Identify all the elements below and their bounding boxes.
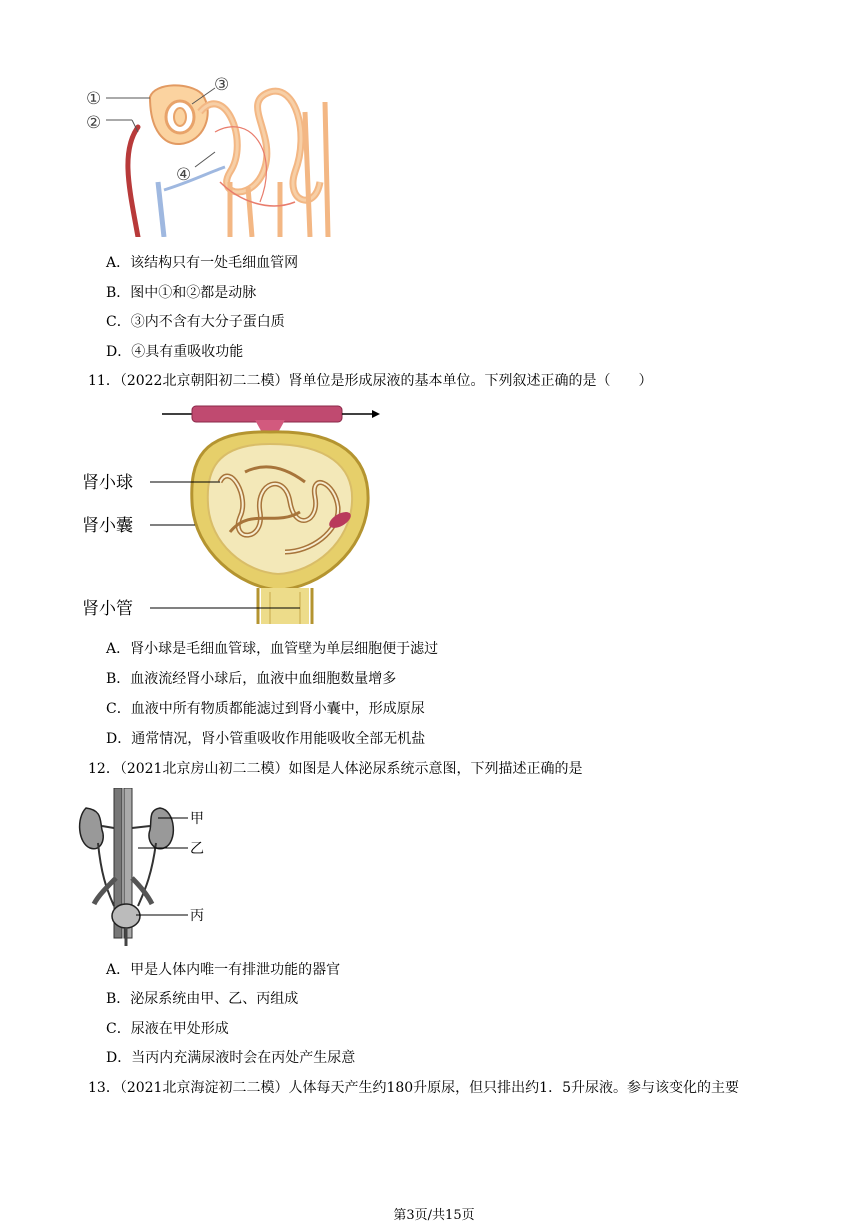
label-bladder: 丙 <box>190 908 204 924</box>
q11-option-b: B．血液流经肾小球后，血液中血细胞数量增多 <box>106 671 397 687</box>
q12-option-c: C．尿液在甲处形成 <box>106 1021 229 1037</box>
q10-option-a: A．该结构只有一处毛细血管网 <box>106 255 299 271</box>
label-ureter: 乙 <box>190 841 204 857</box>
q10-option-b: B．图中①和②都是动脉 <box>106 285 257 301</box>
label-kidney: 甲 <box>190 811 204 827</box>
label-renal-tubule: 肾小管 <box>82 599 133 619</box>
q11-option-c: C．血液中所有物质都能滤过到肾小囊中，形成原尿 <box>106 701 425 717</box>
fig-label-1: ① <box>86 89 102 109</box>
fig-label-2: ② <box>86 113 102 133</box>
q10-option-d: D．④具有重吸收功能 <box>106 344 244 360</box>
renal-corpuscle-figure <box>80 402 400 624</box>
nephron-figure <box>80 72 340 237</box>
q12-option-a: A．甲是人体内唯一有排泄功能的器官 <box>106 962 341 978</box>
fig-label-4: ④ <box>176 165 192 185</box>
q11-stem: 11．（2022北京朝阳初二二模）肾单位是形成尿液的基本单位。下列叙述正确的是（ ） <box>88 373 653 389</box>
q12-stem: 12．（2021北京房山初二二模）如图是人体泌尿系统示意图，下列描述正确的是 <box>88 761 583 777</box>
page-number: 第3页/共15页 <box>393 1208 475 1223</box>
label-bowman-capsule: 肾小囊 <box>82 516 133 536</box>
urinary-system-figure <box>76 788 216 948</box>
fig-label-3: ③ <box>214 75 230 95</box>
q13-stem: 13．（2021北京海淀初二二模）人体每天产生约180升原尿，但只排出约1．5升尿液。参与该变化的主要 <box>88 1080 739 1096</box>
q11-option-a: A．肾小球是毛细血管球，血管壁为单层细胞便于滤过 <box>106 641 439 657</box>
label-glomerulus: 肾小球 <box>82 473 133 493</box>
q11-option-d: D．通常情况，肾小管重吸收作用能吸收全部无机盐 <box>106 731 426 747</box>
q10-option-c: C．③内不含有大分子蛋白质 <box>106 314 285 330</box>
q12-option-d: D．当丙内充满尿液时会在丙处产生尿意 <box>106 1050 356 1066</box>
q12-option-b: B．泌尿系统由甲、乙、丙组成 <box>106 991 299 1007</box>
